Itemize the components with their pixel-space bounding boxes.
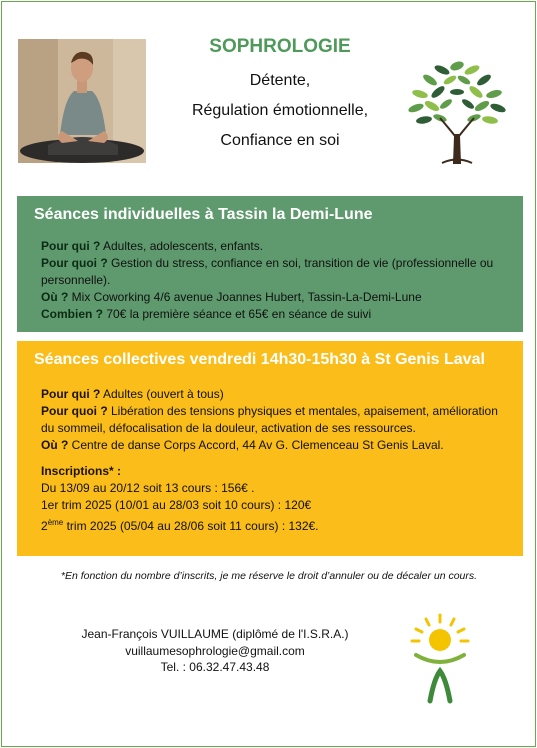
registration-line-1: Du 13/09 au 20/12 soit 13 cours : 156€ . [41, 481, 255, 495]
subtitle-line-3: Confiance en soi [220, 132, 340, 149]
tree-of-life-icon [402, 52, 512, 164]
registration-line-3-prefix: 2 [41, 519, 48, 533]
collective-who-label: Pour qui ? [41, 387, 101, 401]
contact-email: vuillaumesophrologie@gmail.com [125, 643, 305, 658]
individual-who-text: Adultes, adolescents, enfants. [100, 239, 264, 253]
collective-where-label: Où ? [41, 438, 69, 452]
individual-where [41, 289, 509, 306]
collective-who [41, 386, 509, 403]
contact-block [70, 626, 360, 676]
footnote: *En fonction du nombre d’inscrits, je me réserve le droit d’annuler ou de décaler un cours. [60, 570, 478, 582]
individual-why [41, 255, 509, 289]
collective-details [41, 386, 509, 535]
contact-phone: Tel. : 06.32.47.43.48 [160, 660, 270, 674]
registration-label: Inscriptions* : [41, 464, 122, 478]
collective-where [41, 437, 509, 454]
registration-line-3-rest: trim 2025 (05/04 au 28/06 soit 11 cours) : 132€. [63, 519, 319, 533]
collective-who-text: Adultes (ouvert à tous) [100, 387, 224, 401]
individual-price-label: Combien ? [41, 307, 103, 321]
individual-who-label: Pour qui ? [41, 239, 101, 253]
subtitle-line-1: Détente, [249, 72, 311, 89]
registration-line-3 [41, 514, 509, 535]
individual-why-text: Gestion du stress, confiance en soi, transition de vie (professionnelle ou personnelle). [41, 256, 494, 287]
collective-sessions-panel [17, 341, 523, 556]
collective-why-text: Libération des tensions physiques et mentales, apaisement, amélioration du sommeil, défocalisation de la douleur, activation de ses ressources. [41, 404, 498, 435]
individual-where-text: Mix Coworking 4/6 avenue Joannes Hubert, Tassin-La-Demi-Lune [68, 290, 422, 304]
collective-heading: Séances collectives vendredi 14h30-15h30 à St Genis Laval [34, 351, 485, 368]
registration-line-3-sup: ème [47, 518, 64, 527]
subtitle-line-2: Régulation émotionnelle, [191, 102, 369, 119]
collective-why [41, 403, 509, 437]
individual-sessions-panel [17, 196, 523, 332]
collective-why-label: Pour quoi ? [41, 404, 108, 418]
individual-details [41, 238, 509, 323]
individual-where-label: Où ? [41, 290, 69, 304]
registration-line-2: 1er trim 2025 (10/01 au 28/03 soit 10 cours) : 120€ [41, 498, 312, 512]
collective-where-text: Centre de danse Corps Accord, 44 Av G. Clemenceau St Genis Laval. [68, 438, 444, 452]
meditating-man-photo [18, 39, 146, 163]
page-title: SOPHROLOGIE [209, 36, 351, 57]
individual-price-text: 70€ la première séance et 65€ en séance de suivi [103, 307, 372, 321]
individual-price [41, 306, 509, 323]
sun-person-logo-icon [408, 613, 472, 705]
individual-who [41, 238, 509, 255]
contact-name: Jean-François VUILLAUME (diplômé de l'I.S.R.A.) [81, 627, 349, 641]
individual-heading: Séances individuelles à Tassin la Demi-Lune [34, 206, 373, 223]
individual-why-label: Pour quoi ? [41, 256, 108, 270]
